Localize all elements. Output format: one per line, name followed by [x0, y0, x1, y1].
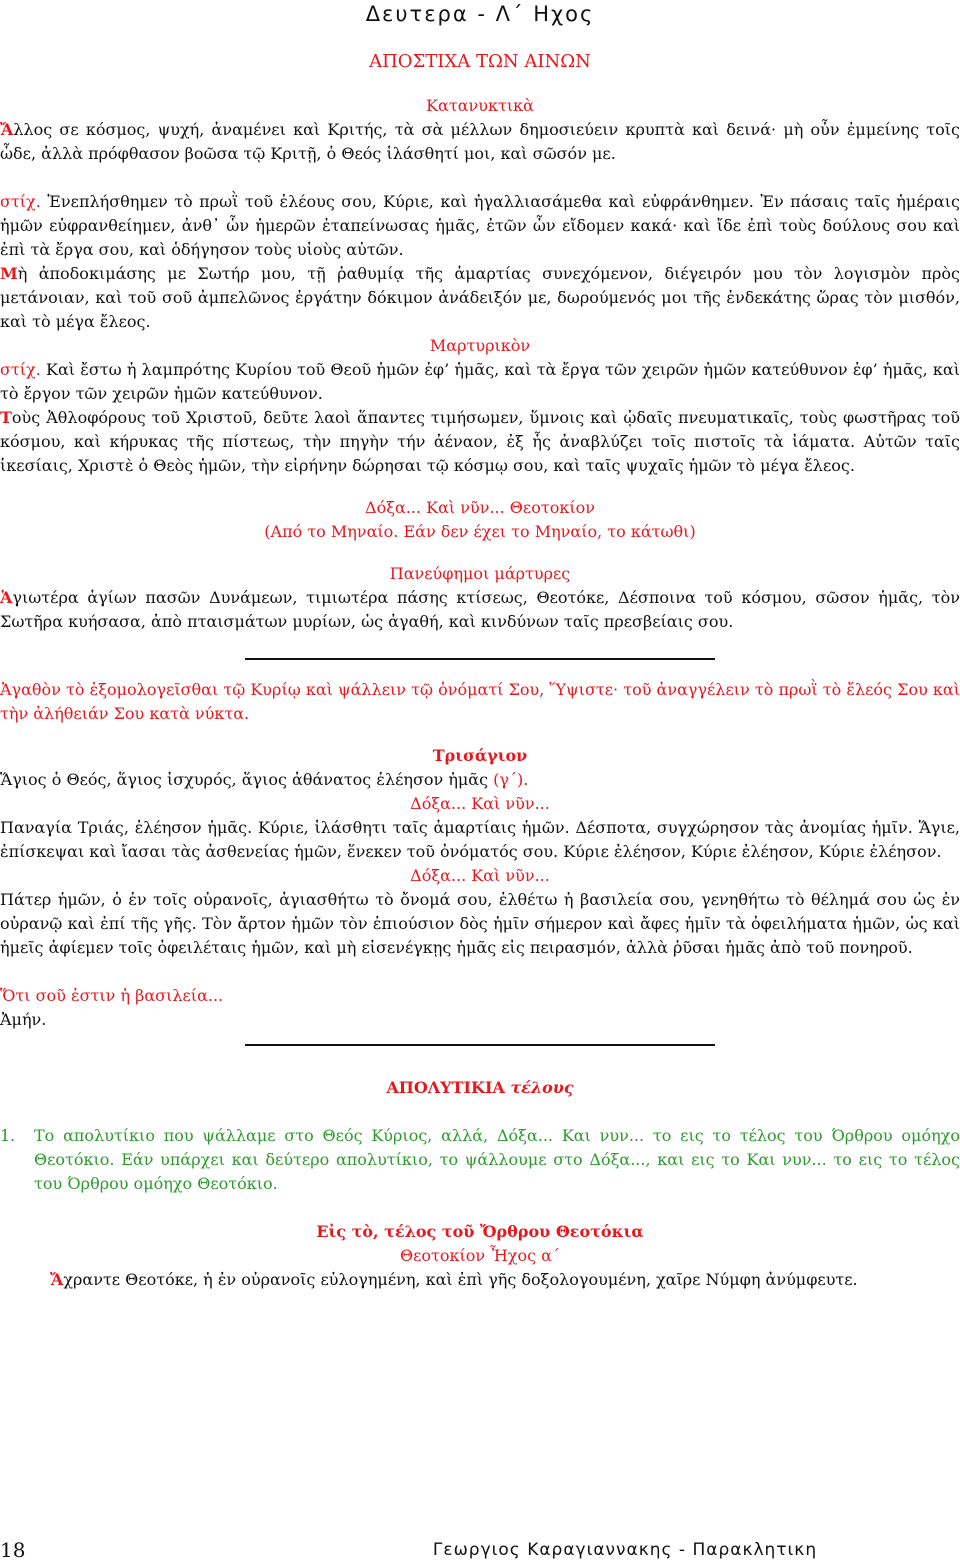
list-item	[0, 1124, 960, 1196]
hymn-paragraph-2	[0, 262, 960, 334]
oti-line: Ὅτι σοῦ ἐστιν ἡ βασιλεία...	[0, 986, 224, 1005]
trisagion-text: Ἅγιος ὁ Θεός, ἅγιος ἰσχυρός, ἅγιος ἀθάνατος ἐλέησον ἡμᾶς	[0, 770, 494, 789]
panagia-paragraph: Παναγία Τριάς, ἐλέησον ἡμᾶς. Κύριε, ἱλάσθητι ταῖς ἁμαρτίαις ἡμῶν. Δέσποτα, συγχώρησον τὰς ἀνομίας ἡμῖν. Ἅγιε, ἐπίσκεψαι καὶ ἴασαι τὰς ἀσθενείας ἡμῶν, ἕνεκεν τοῦ ὀνόματός σου. Κύριε ἐλέησον, Κύριε ἐλέησον, Κύριε ἐλέησον.	[0, 818, 960, 861]
list-item-text: Το απολυτίκιο που ψάλλαμε στο Θεός Κύριος, αλλά, Δόξα... Και νυν... το εις το τέλος του Όρθρου ομόηχο Θεοτόκιο. Εάν υπάρχει και δεύτερο απολυτίκιο, το ψάλλουμε στο Δόξα..., και εις το Και νυν... το εις το τέλος του Όρθρου ομόηχο Θεοτόκιο.	[34, 1126, 960, 1193]
list-item-number: 1.	[0, 1126, 16, 1145]
footer-credit: Γεωργιος Καραγιαννακης - Παρακλητικη	[432, 1540, 818, 1560]
page-content	[0, 48, 960, 1292]
doxa-theotokion-heading: Δόξα... Καὶ νῦν... Θεοτοκίον	[365, 498, 595, 517]
pater-paragraph: Πάτερ ἡμῶν, ὁ ἐν τοῖς οὐρανοῖς, ἁγιασθήτω τὸ ὄνομά σου, ἐλθέτω ἡ βασιλεία σου, γενηθήτω τὸ θέλημά σου ὡς ἐν οὐρανῷ καὶ ἐπί τῆς γῆς. Τὸν ἄρτον ἡμῶν τὸν ἐπιούσιον δὸς ἡμῖν σήμερον καὶ ἄφες ἡμῖν τὰ ὀφειλήματα ἡμῶν, ὡς καὶ ἡμεῖς ἀφίεμεν τοῖς ὀφειλέταις ἡμῶν, καὶ μὴ εἰσενέγκῃς ἡμᾶς εἰς πειρασμόν, ἀλλὰ ῥῦσαι ἡμᾶς ἀπὸ τοῦ πονηροῦ.	[0, 890, 960, 957]
final-hymn-paragraph	[0, 1268, 960, 1292]
drop-initial: Ἄ	[0, 120, 14, 139]
subtitle-panefimoi: Πανεύφημοι μάρτυρες	[389, 564, 571, 583]
theotokion-paragraph	[0, 586, 960, 634]
theotokia-title: Εἰς τὸ, τέλος τοῦ Ὄρθρου Θεοτόκια	[316, 1222, 644, 1241]
section-title-aposticha: ΑΠΟΣΤΙΧΑ ΤΩΝ ΑΙΝΩΝ	[369, 51, 591, 72]
hymn-text: ὴ ἀποδοκιμάσης με Σωτήρ μου, τῇ ῥαθυμίᾳ τῆς ἁμαρτίας συνεχόμενον, διέγειρόν μου τὸν λογισμὸν πρὸς μετάνοιαν, καὶ τοῦ σοῦ ἀμπελῶνος ἐργάτην δόκιμον ἀνάδειξόν με, δωρούμενός μοι τῆς ἑνδεκάτης ὥρας τὸν μισθόν, καὶ τὸ μέγα ἔλεος.	[0, 264, 960, 331]
trisagion-times: (γ΄).	[493, 770, 529, 789]
hymn-paragraph-3	[0, 406, 960, 478]
verse-paragraph-1	[0, 190, 960, 262]
apolytikia-title-italic: τέλους	[510, 1078, 574, 1097]
drop-initial: Τ	[0, 408, 12, 427]
verse-text: Καὶ ἔστω ἡ λαμπρότης Κυρίου τοῦ Θεοῦ ἡμῶν ἐφ’ ἡμᾶς, καὶ τὰ ἔργα τῶν χειρῶν ἡμῶν κατεύθυνον ἐφ’ ἡμᾶς, καὶ τὸ ἔργον τῶν χειρῶν ἡμῶν κατεύθυνον.	[0, 360, 960, 403]
hymn-text: οὺς Ἀθλοφόρους τοῦ Χριστοῦ, δεῦτε λαοὶ ἅπαντες τιμήσωμεν, ὕμνοις καὶ ᾠδαῖς πνευματικαῖς, τοὺς φωστῆρας τοῦ κόσμου, καὶ κήρυκας τῆς πίστεως, τὴν πηγὴν τήν ἀέναον, ἐξ ἧς ἀναβλύζει τοῖς πιστοῖς τὰ ἰάματα. Αὐτῶν ταῖς ἱκεσίαις, Χριστὲ ὁ Θεὸς ἡμῶν, τὴν εἰρήνην δώρησαι τῷ κόσμῳ σου, καὶ ταῖς ψυχαῖς ἡμῶν τὸ μέγα ἔλεος.	[0, 408, 960, 475]
hymn-text: λλος σε κόσμος, ψυχή, ἀναμένει καὶ Κριτής, τὰ σὰ μέλλων δημοσιεύειν κρυπτὰ καὶ δεινά· μὴ οὖν ἐμμείνης τοῖς ὧδε, ἀλλὰ πρόφθασον βοῶσα τῷ Κριτῇ, ὁ Θεός ἱλάσθητί μοι, καὶ σῶσόν με.	[0, 120, 960, 163]
running-header: Δευτερα - Λ΄ Ηχος	[365, 2, 595, 26]
apolytikia-title: ΑΠΟΛΥΤΙΚΙΑ	[386, 1078, 511, 1097]
doxa-heading-1: Δόξα... Καὶ νῦν...	[410, 794, 550, 813]
trisagion-title: Τρισάγιον	[432, 746, 528, 765]
verse-label: στίχ.	[0, 192, 41, 211]
drop-initial: Ἄ	[50, 1270, 64, 1289]
verse-label: στίχ.	[0, 360, 41, 379]
hymn-text: γιωτέρα ἁγίων πασῶν Δυνάμεων, τιμιωτέρα πάσης κτίσεως, Θεοτόκε, Δέσποινα τοῦ κόσμου, σῶσον ἡμᾶς, τὸν Σωτῆρα κυήσασα, ἀπὸ πταισμάτων μυρίων, ὡς ἀγαθή, καὶ κινδύνων ταῖς πρεσβείαις σου.	[0, 588, 960, 631]
trisagion-line	[0, 768, 960, 792]
drop-initial: Ἁ	[0, 588, 13, 607]
doxa-heading-2: Δόξα... Καὶ νῦν...	[410, 866, 550, 885]
page-number: 18	[0, 1538, 26, 1562]
menaion-note: (Από το Μηναίο. Εάν δεν έχει το Μηναίο, το κάτωθι)	[264, 522, 696, 541]
verse-text: Ἐνεπλήσθημεν τὸ πρωῒ τοῦ ἐλέους σου, Κύριε, καὶ ἠγαλλιασάμεθα καὶ εὐφράνθημεν. Ἐν πάσαις ταῖς ἡμέραις ἡμῶν εὐφρανθείημεν, ἀνθ᾿ ὧν ἡμερῶν ἐταπείνωσας ἡμᾶς, ἐτῶν ὧν εἴδομεν κακά· καὶ ἴδε ἐπὶ τοὺς δούλους σου καὶ ἐπὶ τὰ ἔργα σου, καὶ ὁδήγησον τοὺς υἱοὺς αὐτῶν.	[0, 192, 960, 259]
drop-initial: Μ	[0, 264, 18, 283]
amin-line: Ἀμήν.	[0, 1010, 47, 1029]
theotokion-echos: Θεοτοκίον Ἦχος α΄	[400, 1246, 560, 1265]
subtitle-katanyktika: Κατανυκτικὰ	[426, 96, 534, 115]
subtitle-martyrikon: Μαρτυρικὸν	[429, 336, 531, 355]
hymn-paragraph-1	[0, 118, 960, 166]
hymn-text: χραντε Θεοτόκε, ἡ ἐν οὐρανοῖς εὐλογημένη, καὶ ἐπὶ γῆς δοξολογουμένη, χαῖρε Νύμφη ἀνύμφευτε.	[63, 1270, 858, 1289]
agathon-paragraph: Ἀγαθὸν τὸ ἐξομολογεῖσθαι τῷ Κυρίῳ καὶ ψάλλειν τῷ ὀνόματί Σου, Ὕψιστε· τοῦ ἀναγγέλειν τὸ πρωῒ τὸ ἔλεός Σου καὶ τὴν ἀλήθειάν Σου κατὰ νύκτα.	[0, 680, 960, 723]
section-title-apolytikia	[0, 1076, 960, 1100]
verse-paragraph-2	[0, 358, 960, 406]
apolytikia-list	[0, 1124, 960, 1196]
